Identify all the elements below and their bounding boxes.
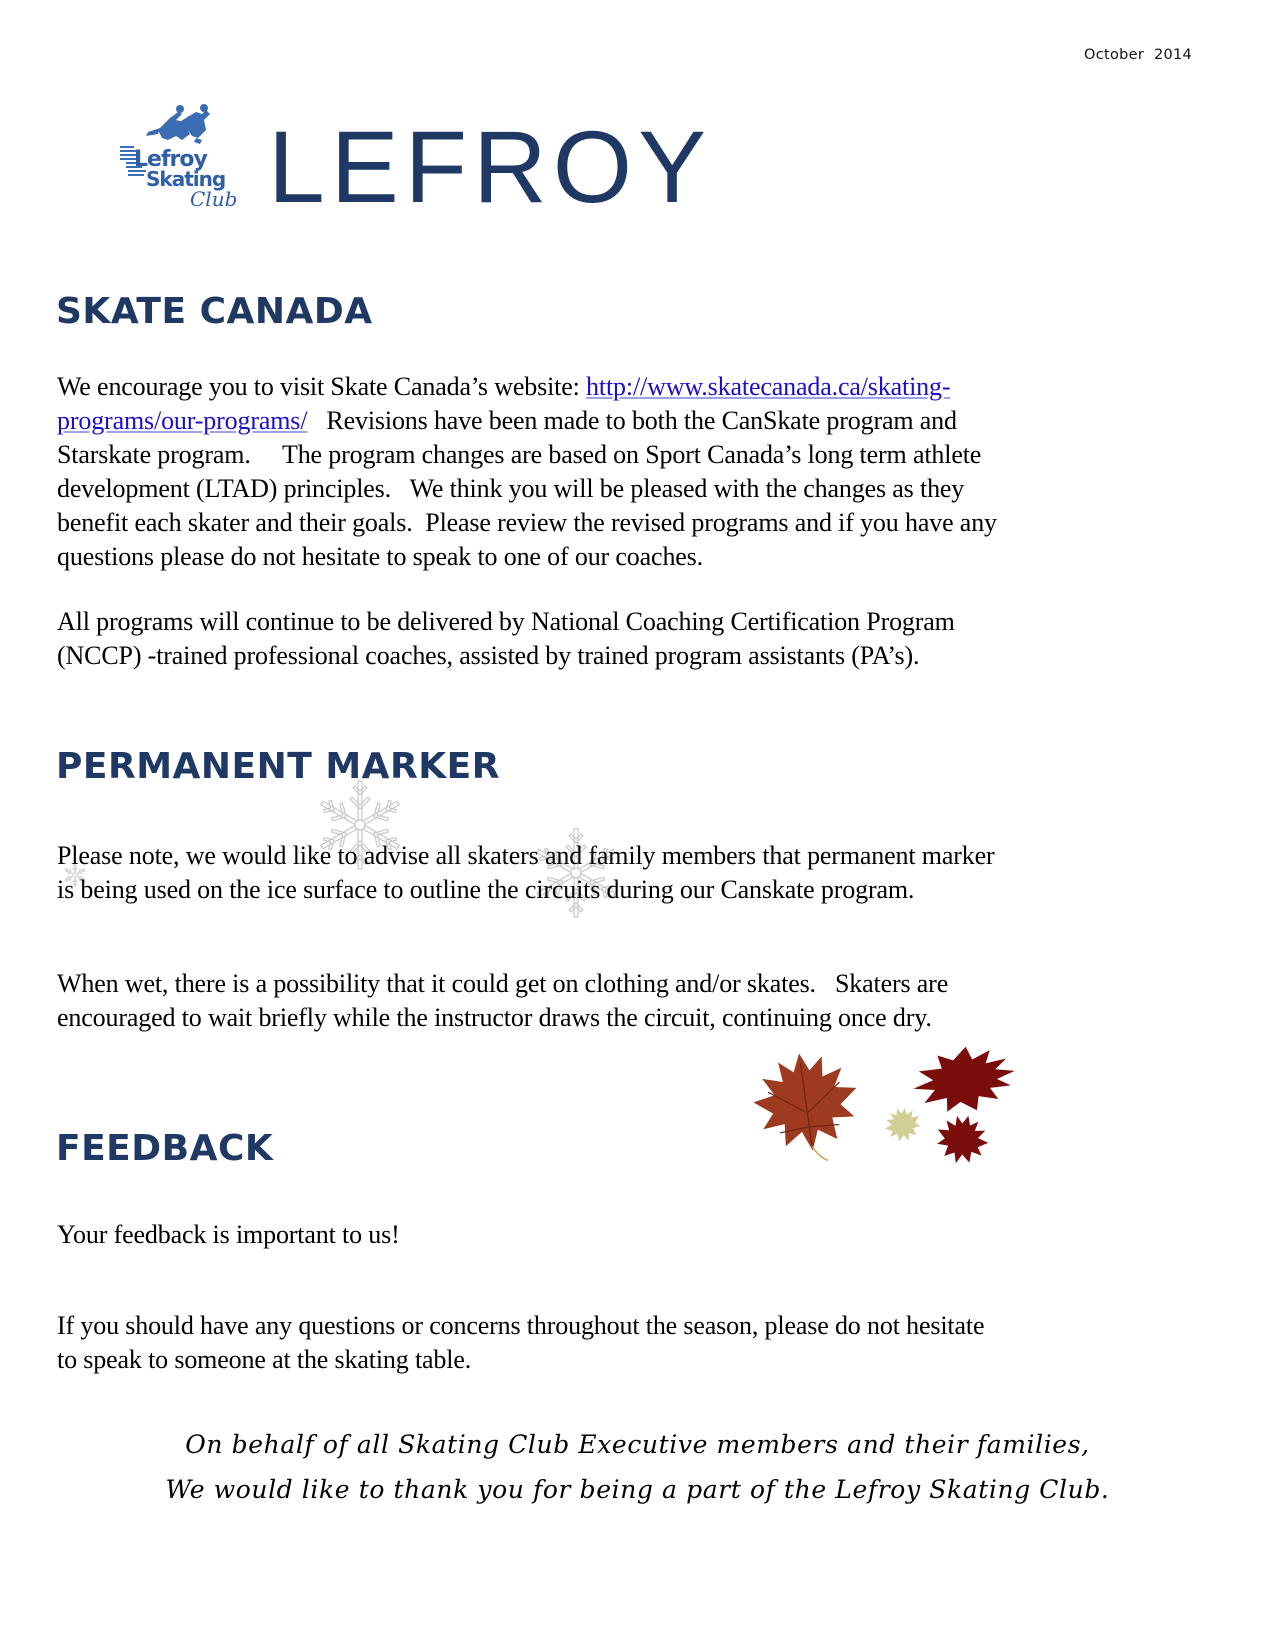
maple-leaf-icon xyxy=(908,1045,1021,1121)
paragraph-line: encouraged to wait briefly while the instructor draws the circuit, continuing once dry. xyxy=(57,1003,932,1032)
maple-leaf-icon xyxy=(880,1102,926,1147)
logo-line-3: Club xyxy=(190,187,238,210)
section-heading-feedback: FEEDBACK xyxy=(56,1128,274,1169)
masthead-title: LEFROY xyxy=(268,110,713,224)
closing-message xyxy=(0,1422,1275,1512)
paragraph-line: Your feedback is important to us! xyxy=(57,1220,400,1249)
paragraph-line: questions please do not hesitate to speak to one of our coaches. xyxy=(57,542,703,571)
club-logo xyxy=(118,100,260,210)
line-text: Revisions have been made to both the CanSkate program and xyxy=(307,406,957,435)
maple-leaf-icon xyxy=(931,1109,994,1165)
skate-canada-link-continued[interactable]: programs/our-programs/ xyxy=(57,406,308,435)
paragraph-line: (NCCP) -trained professional coaches, assisted by trained program assistants (PA’s). xyxy=(57,641,920,670)
skate-canada-link[interactable]: http://www.skatecanada.ca/skating- xyxy=(586,372,951,401)
paragraph-line: When wet, there is a possibility that it could get on clothing and/or skates. Skaters are xyxy=(57,969,949,998)
paragraph-line xyxy=(57,370,1237,404)
paragraph-line: development (LTAD) principles. We think you will be pleased with the changes as they xyxy=(57,474,965,503)
section-heading-permanent-marker: PERMANENT MARKER xyxy=(56,746,500,787)
skate-canada-paragraph-1 xyxy=(57,370,1237,574)
closing-line-2: We would like to thank you for being a part of the Lefroy Skating Club. xyxy=(165,1475,1110,1504)
logo-line-1: Lefroy xyxy=(134,147,207,172)
feedback-paragraph-2 xyxy=(57,1309,1237,1377)
paragraph-line: to speak to someone at the skating table. xyxy=(57,1345,472,1374)
closing-line-1: On behalf of all Skating Club Executive members and their families, xyxy=(185,1430,1090,1459)
logo-line-2: Skating xyxy=(146,167,226,191)
paragraph-line: If you should have any questions or concerns throughout the season, please do not hesitate xyxy=(57,1311,985,1340)
permanent-marker-paragraph-1 xyxy=(57,839,1237,907)
permanent-marker-paragraph-2 xyxy=(57,967,1237,1035)
maple-leaf-icon xyxy=(748,1046,866,1165)
skaters-pair-icon xyxy=(118,100,260,210)
line-text: We encourage you to visit Skate Canada’s website: xyxy=(57,372,587,401)
newsletter-date: October 2014 xyxy=(1084,47,1193,63)
skate-canada-paragraph-2 xyxy=(57,605,1237,673)
paragraph-line: Starskate program. The program changes are based on Sport Canada’s long term athlete xyxy=(57,440,982,469)
paragraph-line xyxy=(57,404,1237,438)
paragraph-line: Please note, we would like to advise all skaters and family members that permanent marker xyxy=(57,841,995,870)
autumn-leaves-decoration xyxy=(728,1045,1028,1165)
feedback-paragraph-1 xyxy=(57,1218,1237,1252)
paragraph-line: benefit each skater and their goals. Please review the revised programs and if you have any xyxy=(57,508,997,537)
paragraph-line: All programs will continue to be delivered by National Coaching Certification Program xyxy=(57,607,955,636)
paragraph-line: is being used on the ice surface to outline the circuits during our Canskate program. xyxy=(57,875,915,904)
section-heading-skate-canada: SKATE CANADA xyxy=(56,291,373,332)
